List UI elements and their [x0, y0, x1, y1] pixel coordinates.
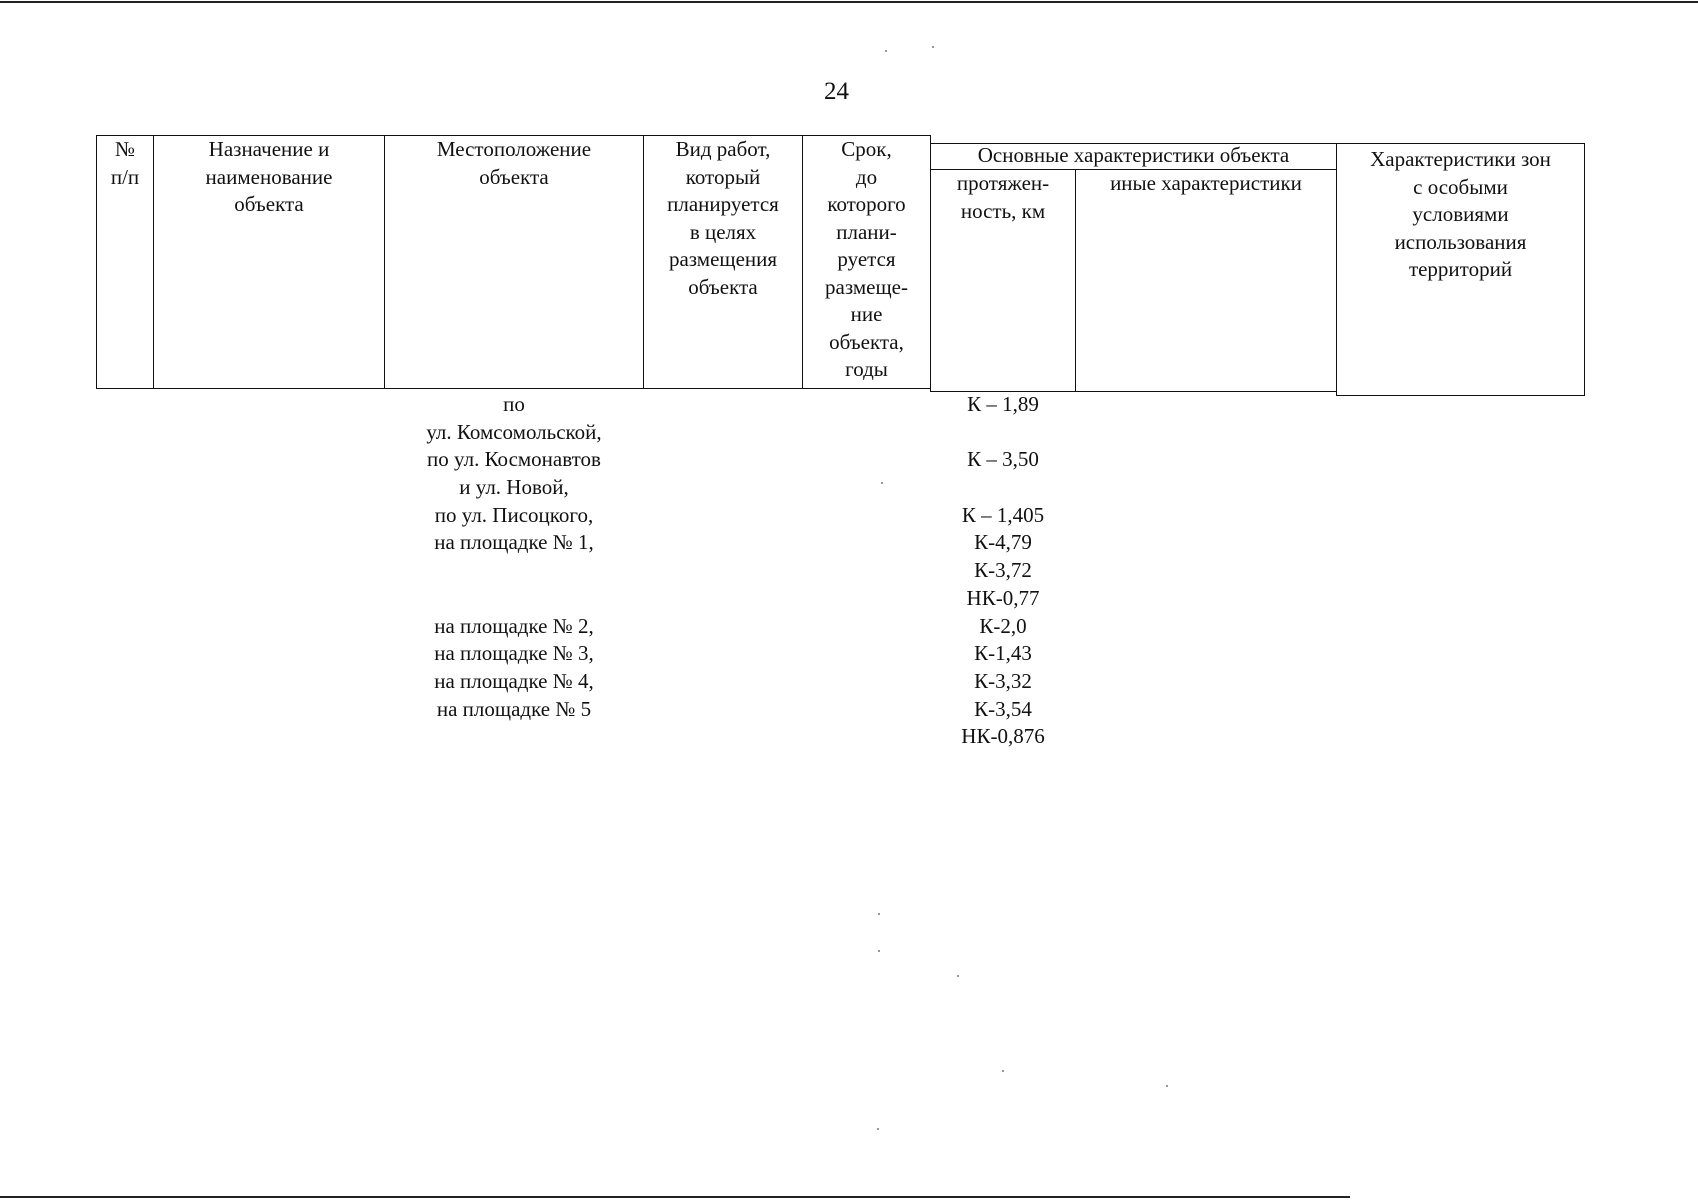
page-number: 24	[824, 78, 849, 105]
scan-speck	[877, 1128, 879, 1130]
length-value: К-3,72	[974, 558, 1032, 583]
length-value: К-1,43	[974, 641, 1032, 666]
length-value: К-3,54	[974, 696, 1032, 721]
location-line: по ул. Писоцкого,	[434, 502, 594, 527]
scan-border-top	[0, 1, 1698, 3]
length-value	[930, 419, 1076, 447]
length-value: К-4,79	[974, 530, 1032, 555]
scan-speck	[1002, 1070, 1004, 1072]
location-line: ул. Комсомольской,	[426, 419, 602, 444]
scan-speck	[932, 46, 934, 48]
location-line: по ул. Космонавтов	[427, 447, 601, 472]
location-column	[384, 391, 644, 751]
scan-speck	[1166, 1085, 1168, 1087]
header-main-characteristics-label: Основные характеристики объекта	[977, 143, 1290, 167]
length-column	[930, 391, 1076, 751]
header-num-label: № п/п	[110, 137, 140, 189]
location-line: на площадке № 4,	[434, 668, 594, 693]
header-length-label: протяжен- ность, км	[956, 171, 1050, 223]
header-other-label: иные характеристики	[1110, 171, 1302, 195]
length-value: НК-0,876	[961, 724, 1045, 749]
length-value: НК-0,77	[966, 585, 1040, 610]
length-value: К – 1,89	[967, 392, 1039, 416]
length-value: К – 1,405	[961, 502, 1045, 527]
length-value: К-3,32	[974, 668, 1032, 693]
location-line	[384, 585, 644, 613]
header-cell-other	[1075, 169, 1337, 392]
scan-speck	[957, 975, 959, 977]
length-value	[930, 474, 1076, 502]
length-value: К-2,0	[979, 613, 1027, 638]
header-deadline-label: Срок, до которого плани- руется размеще- ние объекта, годы	[825, 137, 908, 381]
location-line	[384, 723, 644, 751]
location-line: на площадке № 5	[436, 696, 592, 721]
location-line: на площадке № 2,	[434, 613, 594, 638]
scan-speck	[878, 950, 880, 952]
header-work-type-label: Вид работ, который планируется в целях размещения объекта	[667, 137, 779, 299]
scan-border-bottom	[0, 1196, 1350, 1198]
location-line: и ул. Новой,	[459, 475, 569, 500]
scan-speck	[881, 482, 883, 484]
location-line: на площадке № 1,	[434, 530, 594, 555]
scan-speck	[878, 913, 880, 915]
scan-speck	[885, 50, 887, 52]
length-value: К – 3,50	[967, 447, 1039, 472]
location-line	[384, 557, 644, 585]
header-zones-label: Характеристики зон с особыми условиями использования территорий	[1370, 147, 1551, 281]
location-line: по	[503, 392, 525, 416]
header-name-label: Назначение и наименование объекта	[205, 137, 333, 216]
location-line: на площадке № 3,	[434, 641, 594, 666]
header-location-label: Местоположение объекта	[436, 137, 592, 189]
